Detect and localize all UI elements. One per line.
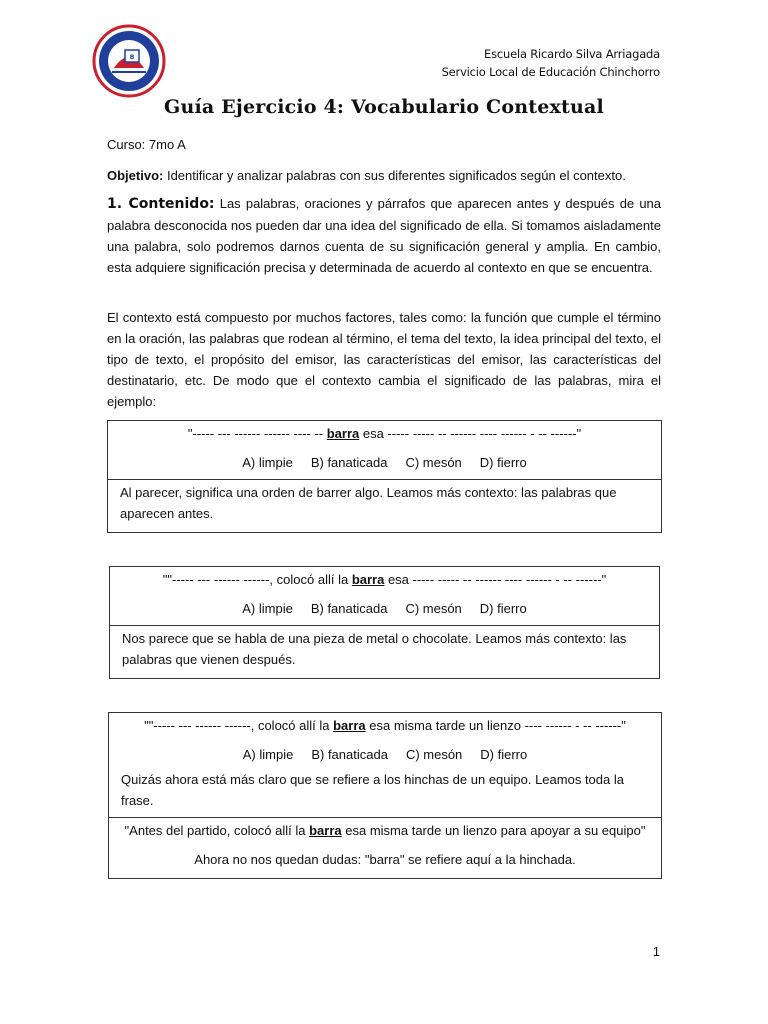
option-c: C) mesón bbox=[405, 455, 462, 470]
option-d: D) fierro bbox=[479, 601, 527, 616]
option-b: B) fanaticada bbox=[310, 601, 388, 616]
example-box-3 bbox=[108, 712, 662, 879]
objective-paragraph bbox=[107, 165, 661, 186]
sentence-before: "----- --- ------ ------ ---- -- bbox=[187, 426, 327, 441]
context-paragraph: El contexto está compuesto por muchos factores, tales como: la función que cumple el término en la oración, las palabras que rodean al término, el tema del texto, la idea principal del texto, el tipo de texto, el propósito del emisor, las características del emisor, las características del destinatario, etc. De modo que el contexto cambia el significado de las palabras, mira el ejemplo: bbox=[107, 310, 661, 409]
objective-label: Objetivo: bbox=[107, 168, 164, 183]
example-1-question bbox=[108, 421, 661, 479]
option-a: A) limpie bbox=[242, 747, 294, 762]
option-b: B) fanaticada bbox=[311, 747, 388, 762]
objective-text: Identificar y analizar palabras con sus diferentes significados según el contexto. bbox=[163, 168, 626, 183]
sentence-after: esa ----- ----- -- ------ ---- ------ - -- ------" bbox=[384, 572, 607, 587]
options-row bbox=[122, 598, 647, 619]
school-name: Escuela Ricardo Silva Arriagada bbox=[484, 47, 660, 61]
full-sentence bbox=[121, 820, 649, 841]
example-3-sentence bbox=[121, 715, 649, 736]
example-2-question bbox=[110, 567, 659, 625]
example-1-sentence bbox=[120, 423, 649, 444]
option-a: A) limpie bbox=[242, 455, 293, 470]
example-2-sentence bbox=[122, 569, 647, 590]
school-logo bbox=[92, 24, 166, 98]
options-row bbox=[121, 744, 649, 765]
content-text: Las palabras, oraciones y párrafos que aparecen antes y después de una palabra desconocida nos pueden dar una idea del significado de ella. Si tomamos aisladamente una palabra, solo podremos darnos cuenta de su significación general y amplia. En cambio, esta adquiere significación precisa y determinada de acuerdo al contexto en que se encuentra. bbox=[107, 196, 662, 275]
example-2-explanation: Nos parece que se habla de una pieza de metal o chocolate. Leamos más contexto: las palabras que vienen después. bbox=[110, 625, 659, 678]
example-box-1 bbox=[107, 420, 662, 533]
page-title: Guía Ejercicio 4: Vocabulario Contextual bbox=[164, 96, 604, 118]
page-number: 1 bbox=[652, 944, 660, 959]
conclusion: Ahora no nos quedan dudas: "barra" se refiere aquí a la hinchada. bbox=[194, 852, 576, 867]
course-label: Curso: 7mo A bbox=[107, 137, 186, 152]
content-paragraph bbox=[107, 193, 661, 278]
keyword: barra bbox=[326, 426, 360, 441]
option-c: C) mesón bbox=[405, 747, 463, 762]
education-service: Servicio Local de Educación Chinchorro bbox=[441, 65, 660, 79]
sentence-before: ""----- --- ------ ------, colocó allí la bbox=[144, 718, 334, 733]
option-b: B) fanaticada bbox=[310, 455, 388, 470]
sentence-before: "Antes del partido, colocó allí la bbox=[124, 823, 310, 838]
option-d: D) fierro bbox=[480, 747, 528, 762]
svg-text:B: B bbox=[129, 54, 135, 61]
example-1-explanation: Al parecer, significa una orden de barrer algo. Leamos más contexto: las palabras que aparecen antes. bbox=[108, 479, 661, 532]
options-row bbox=[120, 452, 649, 473]
sentence-before: ""----- --- ------ ------, colocó allí la bbox=[162, 572, 352, 587]
keyword: barra bbox=[351, 572, 385, 587]
keyword: barra bbox=[309, 823, 342, 838]
sentence-after: esa misma tarde un lienzo para apoyar a su equipo" bbox=[341, 823, 646, 838]
option-d: D) fierro bbox=[479, 455, 527, 470]
school-header bbox=[442, 45, 660, 81]
example-3-question bbox=[109, 713, 661, 817]
option-a: A) limpie bbox=[242, 601, 293, 616]
example-box-2 bbox=[109, 566, 660, 679]
example-3-explanation: Quizás ahora está más claro que se refiere a los hinchas de un equipo. Leamos toda la frase. bbox=[121, 772, 624, 808]
example-3-full-sentence bbox=[109, 817, 661, 878]
option-c: C) mesón bbox=[405, 601, 462, 616]
content-heading: 1. Contenido: bbox=[107, 196, 215, 212]
sentence-after: esa ----- ----- -- ------ ---- ------ - -- ------" bbox=[359, 426, 582, 441]
sentence-after: esa misma tarde un lienzo ---- ------ - -- ------" bbox=[365, 718, 626, 733]
keyword: barra bbox=[333, 718, 366, 733]
